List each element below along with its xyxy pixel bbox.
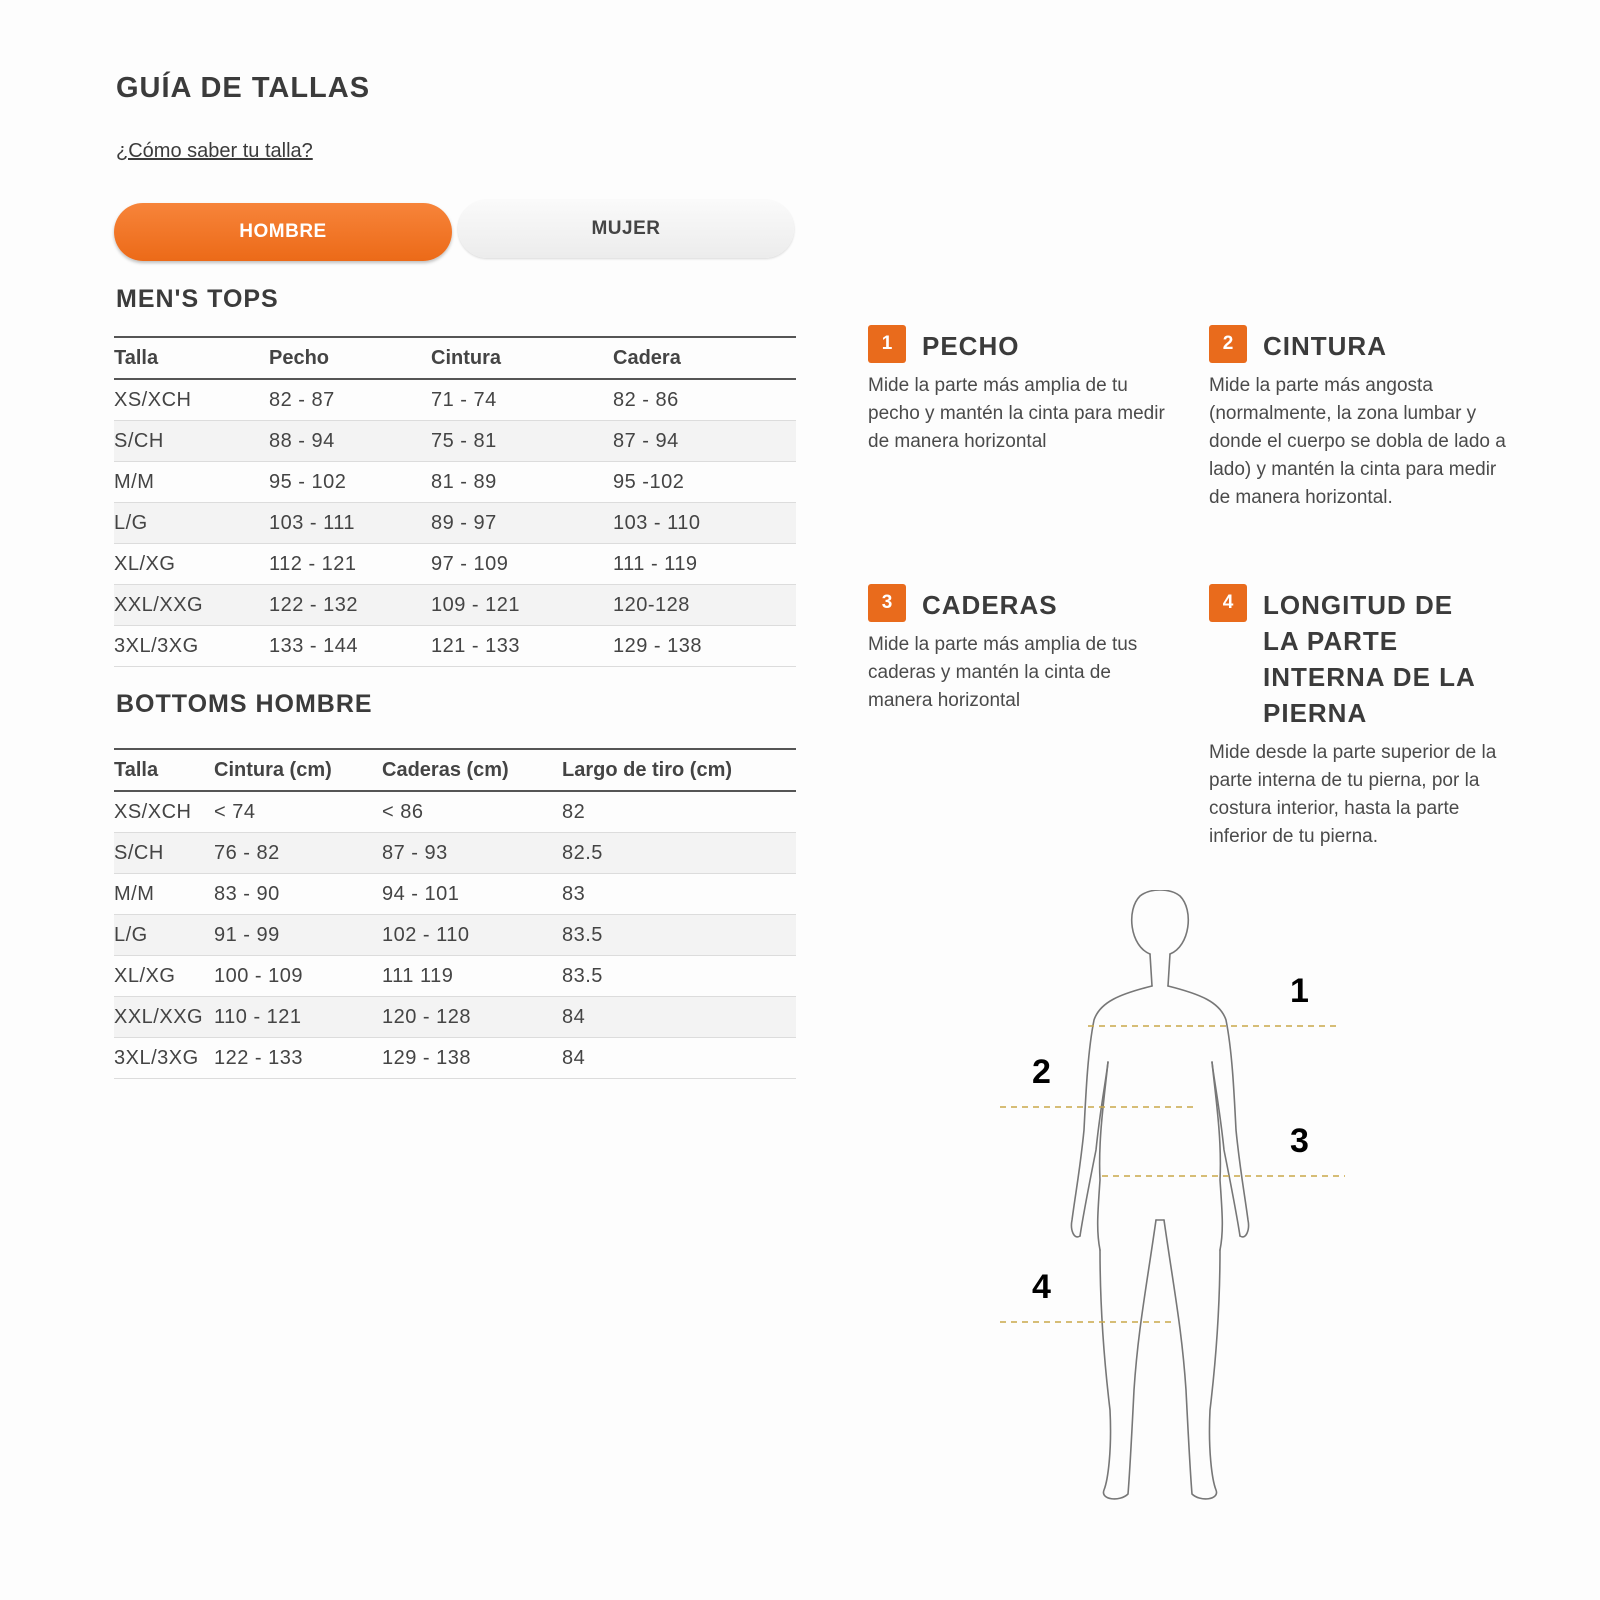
table-row bbox=[114, 462, 796, 503]
step-chest bbox=[868, 328, 1168, 456]
column-header: Cintura (cm) bbox=[214, 749, 382, 791]
table-cell: XXL/XXG bbox=[114, 997, 214, 1038]
step-inseam bbox=[1209, 587, 1507, 851]
table-row bbox=[114, 626, 796, 667]
column-header: Largo de tiro (cm) bbox=[562, 749, 796, 791]
table-cell: 111 - 119 bbox=[613, 544, 796, 585]
table-cell: S/CH bbox=[114, 421, 269, 462]
table-cell: L/G bbox=[114, 915, 214, 956]
page-title: GUÍA DE TALLAS bbox=[116, 72, 371, 104]
table-cell: 83.5 bbox=[562, 956, 796, 997]
step-title: LONGITUD DE LA PARTE INTERNA DE LA PIERNA bbox=[1263, 590, 1475, 728]
table-cell: XL/XG bbox=[114, 956, 214, 997]
table-cell: S/CH bbox=[114, 833, 214, 874]
tops-size-table bbox=[114, 336, 796, 667]
figure-label-2: 2 bbox=[1032, 1053, 1051, 1091]
table-row bbox=[114, 833, 796, 874]
table-cell: < 74 bbox=[214, 791, 382, 833]
table-cell: 129 - 138 bbox=[613, 626, 796, 667]
table-cell: 84 bbox=[562, 1038, 796, 1079]
column-header: Cintura bbox=[431, 337, 613, 379]
table-cell: 103 - 111 bbox=[269, 503, 431, 544]
step-description: Mide la parte más amplia de tu pecho y mantén la cinta para medir de manera horizontal bbox=[868, 375, 1165, 452]
table-row bbox=[114, 421, 796, 462]
step-description: Mide la parte más amplia de tus caderas y mantén la cinta de manera horizontal bbox=[868, 634, 1138, 711]
table-cell: 3XL/3XG bbox=[114, 626, 269, 667]
bottoms-size-table bbox=[114, 748, 796, 1079]
body-measurement-figure bbox=[1000, 890, 1380, 1530]
table-cell: 81 - 89 bbox=[431, 462, 613, 503]
table-cell: XS/XCH bbox=[114, 791, 214, 833]
step-title: PECHO bbox=[922, 331, 1020, 361]
table-cell: 87 - 94 bbox=[613, 421, 796, 462]
step-description: Mide la parte más angosta (normalmente, la zona lumbar y donde el cuerpo se dobla de lado a lado) y mantén la cinta para medir de manera horizontal. bbox=[1209, 375, 1506, 508]
step-waist bbox=[1209, 328, 1507, 512]
table-cell: 94 - 101 bbox=[382, 874, 562, 915]
table-cell: 122 - 133 bbox=[214, 1038, 382, 1079]
column-header: Pecho bbox=[269, 337, 431, 379]
table-cell: 82 - 86 bbox=[613, 379, 796, 421]
table-cell: 95 - 102 bbox=[269, 462, 431, 503]
table-cell: XXL/XXG bbox=[114, 585, 269, 626]
table-cell: 82 - 87 bbox=[269, 379, 431, 421]
table-row bbox=[114, 874, 796, 915]
bottoms-section-title: BOTTOMS HOMBRE bbox=[116, 690, 373, 718]
figure-label-1: 1 bbox=[1290, 972, 1309, 1010]
table-cell: 110 - 121 bbox=[214, 997, 382, 1038]
step-number-badge: 3 bbox=[868, 584, 906, 622]
table-cell: 109 - 121 bbox=[431, 585, 613, 626]
table-row bbox=[114, 503, 796, 544]
step-description: Mide desde la parte superior de la parte interna de tu pierna, por la costura interior, hasta la parte inferior de tu pierna. bbox=[1209, 742, 1497, 847]
table-cell: 129 - 138 bbox=[382, 1038, 562, 1079]
table-cell: 120 - 128 bbox=[382, 997, 562, 1038]
table-cell: 95 -102 bbox=[613, 462, 796, 503]
tab-hombre[interactable]: HOMBRE bbox=[114, 203, 452, 261]
table-cell: 76 - 82 bbox=[214, 833, 382, 874]
table-cell: 112 - 121 bbox=[269, 544, 431, 585]
figure-label-4: 4 bbox=[1032, 1268, 1051, 1306]
table-cell: 133 - 144 bbox=[269, 626, 431, 667]
table-cell: XL/XG bbox=[114, 544, 269, 585]
table-cell: 3XL/3XG bbox=[114, 1038, 214, 1079]
table-cell: 122 - 132 bbox=[269, 585, 431, 626]
column-header: Talla bbox=[114, 749, 214, 791]
table-row bbox=[114, 956, 796, 997]
table-cell: 83 bbox=[562, 874, 796, 915]
table-cell: 71 - 74 bbox=[431, 379, 613, 421]
how-to-measure-link[interactable]: ¿Cómo saber tu talla? bbox=[116, 140, 313, 162]
table-cell: L/G bbox=[114, 503, 269, 544]
tops-section-title: MEN'S TOPS bbox=[116, 285, 279, 313]
table-cell: 75 - 81 bbox=[431, 421, 613, 462]
table-row bbox=[114, 791, 796, 833]
table-cell: 84 bbox=[562, 997, 796, 1038]
tab-mujer[interactable]: MUJER bbox=[458, 200, 794, 258]
table-cell: 103 - 110 bbox=[613, 503, 796, 544]
step-title: CINTURA bbox=[1263, 331, 1387, 361]
step-number-badge: 2 bbox=[1209, 325, 1247, 363]
table-row bbox=[114, 585, 796, 626]
table-cell: 121 - 133 bbox=[431, 626, 613, 667]
table-cell: XS/XCH bbox=[114, 379, 269, 421]
table-cell: 102 - 110 bbox=[382, 915, 562, 956]
table-row bbox=[114, 379, 796, 421]
table-row bbox=[114, 915, 796, 956]
column-header: Cadera bbox=[613, 337, 796, 379]
column-header: Caderas (cm) bbox=[382, 749, 562, 791]
body-outline-icon bbox=[1071, 890, 1248, 1499]
table-cell: 82 bbox=[562, 791, 796, 833]
step-title: CADERAS bbox=[922, 590, 1058, 620]
table-cell: 91 - 99 bbox=[214, 915, 382, 956]
table-cell: 88 - 94 bbox=[269, 421, 431, 462]
table-cell: M/M bbox=[114, 874, 214, 915]
figure-label-3: 3 bbox=[1290, 1122, 1309, 1160]
table-cell: 120-128 bbox=[613, 585, 796, 626]
step-number-badge: 4 bbox=[1209, 584, 1247, 622]
table-cell: 87 - 93 bbox=[382, 833, 562, 874]
step-hips bbox=[868, 587, 1168, 715]
table-cell: 97 - 109 bbox=[431, 544, 613, 585]
table-cell: 82.5 bbox=[562, 833, 796, 874]
table-row bbox=[114, 544, 796, 585]
table-cell: 111 119 bbox=[382, 956, 562, 997]
table-cell: 89 - 97 bbox=[431, 503, 613, 544]
step-number-badge: 1 bbox=[868, 325, 906, 363]
column-header: Talla bbox=[114, 337, 269, 379]
table-cell: < 86 bbox=[382, 791, 562, 833]
table-cell: 83.5 bbox=[562, 915, 796, 956]
table-cell: 83 - 90 bbox=[214, 874, 382, 915]
table-row bbox=[114, 997, 796, 1038]
table-row bbox=[114, 1038, 796, 1079]
table-cell: 100 - 109 bbox=[214, 956, 382, 997]
table-cell: M/M bbox=[114, 462, 269, 503]
